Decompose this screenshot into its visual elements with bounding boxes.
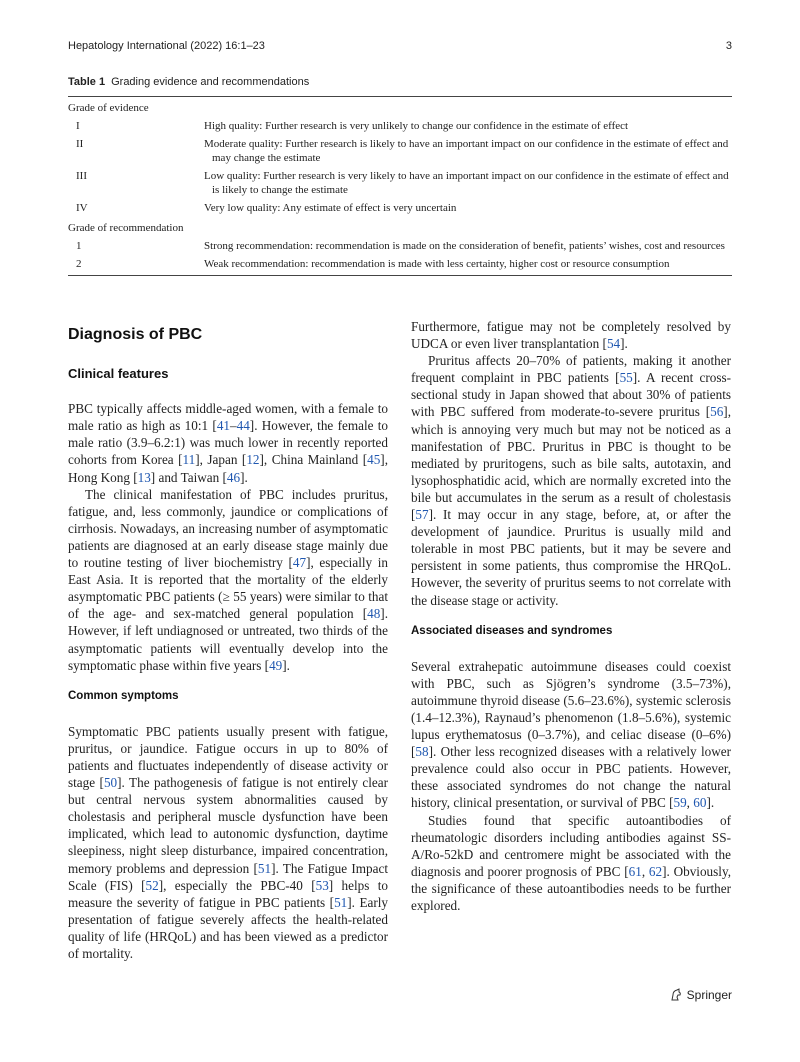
paragraph (68, 400, 388, 485)
citation-link[interactable]: 44 (236, 418, 250, 434)
citation-link[interactable]: 46 (226, 469, 241, 485)
description-cell: Strong recommendation: recommendation is made on the consideration of benefit, patients’ wishes, cost and resources (204, 240, 725, 252)
citation-link[interactable]: 55 (619, 370, 633, 386)
text-run: , (686, 795, 694, 811)
table-caption (68, 76, 309, 88)
subsection-title: Clinical features (68, 366, 169, 382)
citation-link[interactable]: 13 (137, 469, 151, 485)
text-run: ]. (706, 795, 715, 811)
citation-link[interactable]: 58 (415, 744, 429, 760)
grade-cell: I (76, 120, 80, 132)
paragraph (68, 486, 388, 674)
description-cell: Moderate quality: Further research is likely to have an important impact on our confidence in the estimate of effect and may change the estimate (204, 138, 729, 164)
citation-link[interactable]: 51 (334, 894, 348, 910)
text-run: ]. A recent cross-sectional study in Japan showed that about 30% of patients with PBC suffered from moderate-to-severe pruritus [ (411, 370, 732, 420)
table-row (68, 135, 732, 167)
text-run: ] and Taiwan [ (150, 469, 227, 485)
table-group-heading: Grade of recommendation (68, 222, 184, 234)
text-run: ], especially the PBC-40 [ (158, 877, 316, 893)
citation-link[interactable]: 60 (693, 795, 707, 811)
table-row (68, 167, 732, 199)
citation-link[interactable]: 12 (246, 452, 260, 468)
paragraph (411, 812, 731, 915)
text-run: Several extrahepatic autoimmune diseases could coexist with PBC, such as Sjögren’s syndrome (3.5–73%), autoimmune thyroid disease (5.6–23.6%), systemic sclerosis (1.4–12.3%), Raynaud’s phenomenon (1.8–5.6%), systemic lupus erythematosus (0–3.7%), and celiac disease (0–6%) [ (411, 658, 731, 760)
right-column (411, 318, 731, 914)
citation-link[interactable]: 53 (315, 877, 329, 893)
text-run: ], which is annoying very much but may not be noticed as a manifestation of PBC. Pruritus in PBC is thought to be mediated by pruritogens, such as bile salts, autotaxin, and lysophosphatidic acid, which are normally excreted into the bile but accumulates in the serum as a result of cholestasis [ (411, 404, 731, 523)
citation-link[interactable]: 47 (292, 555, 307, 571)
text-run: , (641, 863, 649, 879)
text-run: The clinical manifestation of PBC includes pruritus, fatigue, and, less commonly, jaundice or complications of cirrhosis. Nowadays, an increasing number of asymptomatic patients are diagnosed at an early disease stage mainly due to routine testing of liver biochemistry [ (68, 486, 388, 571)
citation-link[interactable]: 41 (216, 418, 231, 434)
table-row (68, 117, 732, 135)
table-row (68, 255, 732, 275)
citation-link[interactable]: 62 (648, 863, 663, 879)
text-run: ], Japan [ (195, 452, 247, 468)
citation-link[interactable]: 49 (269, 657, 283, 673)
subsubsection-title: Associated diseases and syndromes (411, 624, 613, 637)
citation-link[interactable]: 48 (367, 606, 381, 622)
section-title: Diagnosis of PBC (68, 326, 203, 343)
text-run: ]. (620, 336, 628, 352)
text-run: ]. (240, 469, 248, 485)
text-run: ]. Other less recognized diseases with a relatively lower prevalence could also occur in PBC patients. However, these associated syndromes do not change the natural history, clinical presentation, or survival of PBC [ (411, 744, 731, 811)
text-run: ], Hong Kong [ (68, 452, 388, 485)
grade-cell: 1 (76, 240, 82, 252)
paragraph (411, 352, 731, 608)
table-label: Table 1 (68, 76, 106, 88)
text-run: ]. The Fatigue Impact Scale (FIS) [ (68, 860, 388, 893)
text-run: ]. However, the female to male ratio (3.9–6.2:1) was much lower in recently reported cohorts from Korea [ (68, 418, 389, 468)
text-run: Studies found that specific autoantibodies of rheumatologic disorders including antibodies against SS-A/Ro-52kD and centromere might be associated with the diagnosis and poorer prognosis of PBC [ (411, 812, 731, 879)
text-run: ]. Obviously, the significance of these autoantibodies needs to be further explored. (411, 863, 731, 913)
text-run: Furthermore, fatigue may not be completely resolved by UDCA or even liver transplantation [ (411, 319, 731, 352)
text-run: ]. The pathogenesis of fatigue is not entirely clear but central nervous system abnormalities caused by cholestasis and peripheral muscle dysfunction have been implicated, which lead to autonomic dysfunction, daytime sleepiness, night sleep disturbance, impaired concentration, memory problems and depression [ (68, 775, 388, 876)
page-number: 3 (725, 40, 732, 52)
journal-citation: Hepatology International (2022) 16:1–23 (68, 40, 265, 52)
springer-horse-icon (669, 988, 683, 1002)
text-run: ], China Mainland [ (259, 452, 368, 468)
text-run: ]. It may occur in any stage, before, at, or after the development of jaundice. Pruritus is usually mild and tolerable in most PBC patients, but it may be severe and persistent in some patients, thus compromise the HRQoL. However, the severity of pruritus seems to not correlate with the disease stage or activity. (411, 507, 731, 608)
text-run: Pruritus affects 20–70% of patients, making it another frequent complaint in PBC patients [ (411, 353, 731, 386)
text-run: ]. Early presentation of fatigue severely affects the health-related quality of life (HRQoL) and has been viewed as a predictor of mortality. (68, 894, 389, 961)
citation-link[interactable]: 51 (257, 860, 272, 876)
text-run: PBC typically affects middle-aged women, with a female to male ratio as high as 10:1 [ (68, 401, 388, 434)
citation-link[interactable]: 45 (367, 452, 381, 468)
grade-cell: IV (76, 202, 88, 214)
grading-table (68, 96, 732, 276)
table-row (68, 237, 732, 255)
description-cell: Low quality: Further research is very likely to have an important impact on our confidence in the estimate of effect and is likely to change the estimate (204, 170, 729, 196)
table-group-heading: Grade of evidence (68, 102, 149, 114)
publisher-footer (669, 988, 732, 1002)
citation-link[interactable]: 52 (145, 877, 159, 893)
text-run: – (230, 418, 237, 434)
description-cell: High quality: Further research is very unlikely to change our confidence in the estimate of effect (204, 120, 629, 132)
text-run: ] helps to measure the severity of fatigue in PBC patients [ (68, 877, 388, 910)
grade-cell: III (76, 170, 87, 182)
table-row (68, 199, 732, 217)
text-run: ]. However, if left undiagnosed or untreated, two thirds of the asymptomatic patients will eventually develop into the symptomatic phase within five years [ (68, 606, 388, 673)
citation-link[interactable]: 11 (182, 452, 196, 468)
citation-link[interactable]: 59 (673, 795, 687, 811)
publisher-name: Springer (686, 988, 732, 1002)
description-cell: Weak recommendation: recommendation is made with less certainty, higher cost or resource consumption (204, 258, 670, 270)
citation-link[interactable]: 50 (103, 775, 118, 791)
text-run: Symptomatic PBC patients usually present with fatigue, pruritus, or jaundice. Fatigue occurs in up to 80% of patients and fluctuates independently of disease activity or stage [ (68, 723, 388, 791)
paragraph (68, 723, 388, 962)
left-column (68, 318, 388, 962)
paragraph (411, 318, 731, 352)
grade-cell: 2 (76, 258, 82, 270)
table-title: Grading evidence and recommendations (111, 76, 310, 88)
text-run: ], especially in East Asia. It is reported that the mortality of the elderly asymptomatic PBC patients (≥ 55 years) were similar to that of the age- and sex-matched general population [ (68, 555, 388, 622)
grade-cell: II (76, 138, 84, 150)
paragraph (411, 658, 731, 812)
citation-link[interactable]: 61 (628, 863, 642, 879)
subsubsection-title: Common symptoms (68, 689, 179, 702)
text-run: ]. (282, 657, 290, 673)
description-cell: Very low quality: Any estimate of effect is very uncertain (204, 202, 457, 214)
citation-link[interactable]: 57 (415, 507, 429, 523)
citation-link[interactable]: 56 (710, 404, 724, 420)
citation-link[interactable]: 54 (606, 336, 621, 352)
